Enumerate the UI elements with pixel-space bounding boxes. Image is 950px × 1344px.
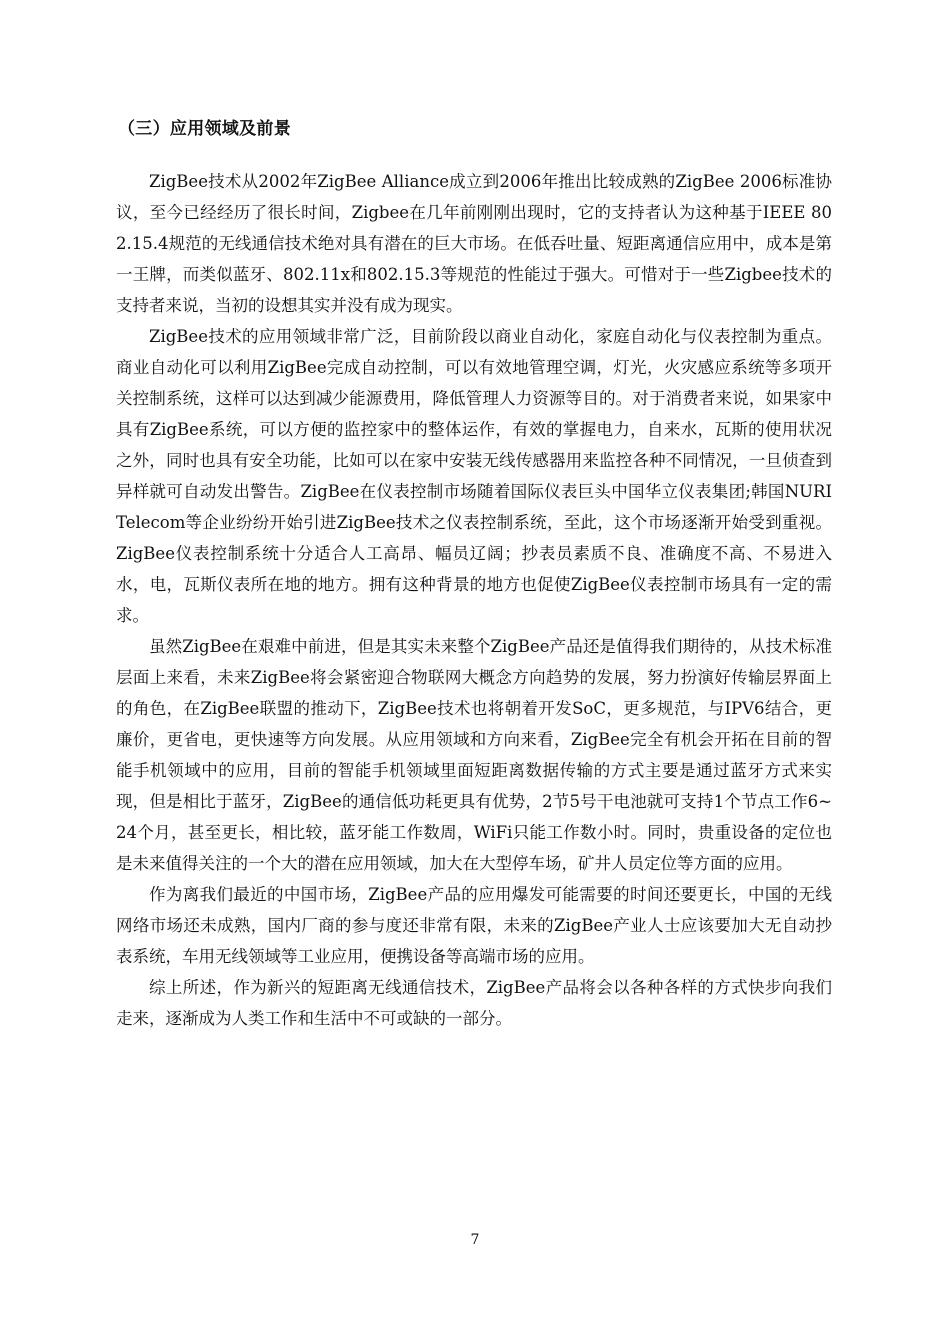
paragraph-future-outlook: 虽然ZigBee在艰难中前进，但是其实未来整个ZigBee产品还是值得我们期待的，从技术标准层面上来看，未来ZigBee将会紧密迎合物联网大概念方向趋势的发展，努力扮演好传输层界面上的角色，在ZigBee联盟的推动下，ZigBee技术也将朝着开发SoC，更多规范，与IPV6结合，更廉价，更省电，更快速等方向发展。从应用领域和方向来看，ZigBee完全有机会开拓在目前的智能手机领域中的应用，目前的智能手机领域里面短距离数据传输的方式主要是通过蓝牙方式来实现，但是相比于蓝牙，ZigBee的通信低功耗更具有优势，2节5号干电池就可支持1个节点工作6~24个月，甚至更长，相比较，蓝牙能工作数周，WiFi只能工作数小时。同时，贵重设备的定位也是未来值得关注的一个大的潜在应用领域，加大在大型停车场，矿井人员定位等方面的应用。 <box>116 637 832 873</box>
paragraph-application-areas: ZigBee技术的应用领域非常广泛，目前阶段以商业自动化，家庭自动化与仪表控制为重点。商业自动化可以利用ZigBee完成自动控制，可以有效地管理空调，灯光，火灾感应系统等多项开关控制系统，这样可以达到减少能源费用，降低管理人力资源等目的。对于消费者来说，如果家中具有ZigBee系统，可以方便的监控家中的整体运作，有效的掌握电力，自来水，瓦斯的使用状况之外，同时也具有安全功能，比如可以在家中安装无线传感器用来监控各种不同情况，一旦侦查到异样就可自动发出警告。ZigBee在仪表控制市场随着国际仪表巨头中国华立仪表集团;韩国NURI Telecom等企业纷纷开始引进ZigBee技术之仪表控制系统，至此，这个市场逐渐开始受到重视。ZigBee仪表控制系统十分适合人工高昂、幅员辽阔；抄表员素质不良、准确度不高、不易进入水，电，瓦斯仪表所在地的地方。拥有这种背景的地方也促使ZigBee仪表控制市场具有一定的需求。 <box>116 327 832 625</box>
paragraph-history: ZigBee技术从2002年ZigBee Alliance成立到2006年推出比较成熟的ZigBee 2006标准协议，至今已经经历了很长时间，Zigbee在几年前刚刚出现时，它的支持者认为这种基于IEEE 802.15.4规范的无线通信技术绝对具有潜在的巨大市场。在低吞吐量、短距离通信应用中，成本是第一王牌，而类似蓝牙、802.11x和802.15.3等规范的性能过于强大。可惜对于一些Zigbee技术的支持者来说，当初的设想其实并没有成为现实。 <box>116 172 832 315</box>
paragraph-summary: 综上所述，作为新兴的短距离无线通信技术，ZigBee产品将会以各种各样的方式快步向我们走来，逐渐成为人类工作和生活中不可或缺的一部分。 <box>116 978 832 1028</box>
paragraph-china-market: 作为离我们最近的中国市场，ZigBee产品的应用爆发可能需要的时间还要更长，中国的无线网络市场还未成熟，国内厂商的参与度还非常有限，未来的ZigBee产业人士应该要加大无自动抄表系统，车用无线领域等工业应用，便携设备等高端市场的应用。 <box>116 885 832 966</box>
section-heading: （三）应用领域及前景 <box>118 119 291 139</box>
section-body <box>116 166 832 1034</box>
page-number: 7 <box>470 1232 480 1248</box>
